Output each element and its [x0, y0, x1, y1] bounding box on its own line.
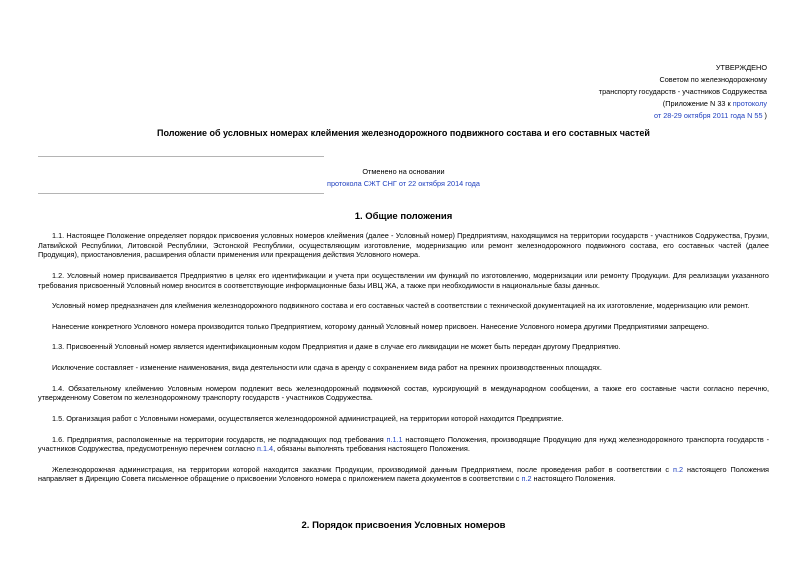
approval-line-3: транспорту государств - участников Содружества — [598, 87, 767, 96]
document-title: Положение об условных номерах клеймения железнодорожного подвижного состава и его составных частей — [157, 128, 650, 138]
separator-line-top — [38, 156, 324, 157]
section-2-heading: 2. Порядок присвоения Условных номеров — [301, 520, 506, 531]
paragraph-1-2-application: Нанесение конкретного Условного номера производится только Предприятием, которому данный Условный номер присвоен. Нанесение Условного номера другими Предприятиями запрещено. — [52, 321, 710, 331]
approval-line-5 — [599, 110, 767, 122]
approval-line-1: УТВЕРЖДЕНО — [715, 63, 767, 72]
paragraph-1-1: 1.1. Настоящее Положение определяет порядок присвоения условных номеров клеймения (далее - Условный номер) Предприятиям, находящимся на территории государств - участников Содружества, Грузии, Латвийской Республики, Литовской Республики, Эстонской Республики, осуществляющим изготовление, модернизацию или ремонт железнодорожного подвижного состава, его составных частей (далее Продукция), приостановления, расширения области применения или прекращения действия Условного номера. — [38, 231, 769, 260]
paragraph-1-3: 1.3. Присвоенный Условный номер является идентификационным кодом Предприятия и даже в случае его ликвидации не может быть передан другому Предприятию. — [52, 342, 621, 352]
approval-line-5-tail: ) — [762, 111, 767, 120]
section-1-body — [38, 231, 769, 495]
clause-1-4-link[interactable]: п.1.4 — [256, 444, 274, 454]
separator-line-bottom — [38, 193, 324, 194]
cancellation-note — [0, 166, 807, 190]
cancellation-protocol-link[interactable]: протокола СЖТ СНГ от 22 октября 2014 года — [327, 179, 480, 188]
paragraph-admin-part-b: настоящего Положения направляет в Дирекцию Совета письменное обращение о присвоении Условного номера с приложением пакета документов в соответствии с — [38, 464, 769, 484]
paragraph-1-4: 1.4. Обязательному клеймению Условным номером подлежит весь железнодорожный подвижной состав, курсирующий в международном сообщении, а также его составные части согласно перечню, утвержденному Советом по железнодорожному транспорту государств - участников Содружества. — [38, 383, 769, 403]
approval-line-2: Советом по железнодорожному — [659, 75, 767, 84]
section-1-heading: 1. Общие положения — [354, 211, 453, 222]
clause-2-link-first[interactable]: п.2 — [673, 464, 684, 474]
paragraph-1-6-part-a: 1.6. Предприятия, расположенные на территории государств, не подпадающих под требования — [52, 434, 387, 444]
paragraph-1-6-administration — [38, 465, 769, 484]
paragraph-admin-part-c: настоящего Положения. — [531, 474, 616, 484]
paragraph-1-5: 1.5. Организация работ с Условными номерами, осуществляется железнодорожной администрацией, на территории которой находится Предприятие. — [52, 413, 564, 423]
approval-block — [599, 62, 767, 122]
paragraph-1-2-purpose: Условный номер предназначен для клеймения железнодорожного подвижного состава и его составных частей в соответствии с технической документацией на их изготовление, модернизацию или ремонт. — [52, 301, 750, 311]
clause-1-1-link[interactable]: п.1.1 — [386, 434, 403, 444]
protocol-date-link[interactable]: от 28-29 октября 2011 года N 55 — [653, 111, 763, 120]
cancellation-text: Отменено на основании — [362, 167, 445, 176]
paragraph-admin-part-a: Железнодорожная администрация, на территории которой находится заказчик Продукции, производимой данным Предприятием, после проведения работ в соответствии с — [52, 464, 673, 474]
paragraph-1-6-part-c: , обязаны выполнять требования настоящего Положения. — [273, 444, 470, 454]
paragraph-1-3-exception: Исключение составляет - изменение наименования, вида деятельности или сдача в аренду с сохранением вида работ на прежних производственных площадях. — [52, 363, 602, 372]
paragraph-1-6 — [38, 435, 769, 454]
clause-2-link-second[interactable]: п.2 — [521, 474, 532, 484]
approval-line-4 — [599, 98, 767, 110]
paragraph-1-2: 1.2. Условный номер присваивается Предприятию в целях его идентификации и учета при осуществлении им функций по изготовлению, модернизации или ремонту Продукции. Для реализации указанного требования присвоенный Условный номер вносится в соответствующие информационные базы ИВЦ ЖА, а также при необходимости в национальные базы данных. — [38, 270, 769, 290]
protocol-link[interactable]: протоколу — [732, 99, 767, 108]
paragraph-1-6-part-b: настоящего Положения, производящие Продукцию для нужд железнодорожного транспорта государств - участников Содружества, предусмотренную перечнем согласно — [38, 434, 769, 454]
approval-line-4-text: (Приложение N 33 к — [662, 99, 733, 108]
